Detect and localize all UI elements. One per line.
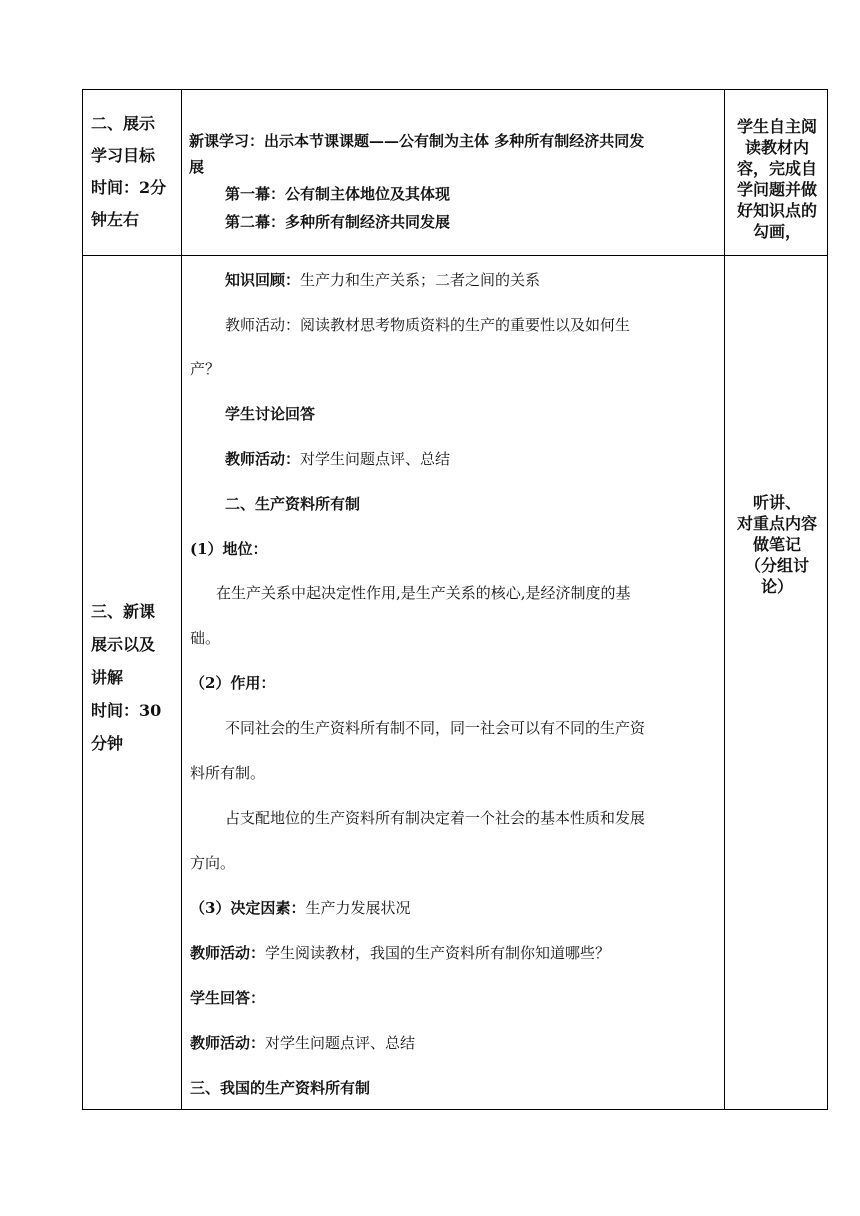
intro-line: 展	[189, 158, 205, 176]
column-divider-2	[724, 90, 725, 1109]
teacher-activity-2-label: 教师活动：	[225, 450, 301, 468]
role-paragraph-1-cont: 料所有制。	[190, 764, 266, 782]
intro-line: 新课学习：出示本节课课题——公有制为主体 多种所有制经济共同发	[189, 132, 645, 150]
row1-student-line: 好知识点的	[736, 201, 817, 220]
student-answer: 学生回答：	[190, 989, 266, 1007]
row1-student-cell	[725, 116, 829, 242]
row1-student-line: 学问题并做	[736, 180, 817, 199]
status-text: 在生产关系中起决定性作用,是生产关系的核心,是经济制度的基	[216, 584, 631, 602]
act-two: 第二幕：多种所有制经济共同发展	[225, 213, 451, 231]
row1-student-line: 学生自主阅	[736, 117, 817, 136]
teacher-activity-4-label: 教师活动：	[190, 1034, 266, 1052]
lesson-plan-table	[82, 89, 828, 1110]
teacher-activity-1-cont: 产？	[190, 360, 221, 378]
teacher-activity-2-text: 对学生问题点评、总结	[300, 450, 451, 468]
row2-student-line: 听讲、	[752, 493, 801, 512]
teacher-activity-3	[190, 942, 610, 963]
role-paragraph-2: 占支配地位的生产资料所有制决定着一个社会的基本性质和发展	[225, 809, 646, 827]
row2-stage-cell	[91, 595, 177, 760]
row1-stage-line: 二、展示	[91, 114, 156, 133]
review-label: 知识回顾：	[225, 271, 301, 289]
teacher-activity-1: 教师活动：阅读教材思考物质资料的生产的重要性以及如何生	[225, 316, 631, 334]
row2-stage-line: 三、新课	[91, 602, 156, 621]
row1-student-line: 容，完成自	[736, 159, 817, 178]
review-text: 生产力和生产关系；二者之间的关系	[300, 271, 541, 289]
row1-stage-line: 钟左右	[91, 210, 140, 229]
teacher-activity-3-text: 学生阅读教材，我国的生产资料所有制你知道哪些？	[265, 944, 611, 962]
row2-student-line: 对重点内容	[736, 514, 817, 533]
row2-stage-line: 时间：30	[91, 701, 162, 720]
row2-stage-line: 讲解	[91, 668, 124, 687]
status-text-cont: 础。	[190, 629, 221, 647]
status-label: (1）地位：	[190, 540, 268, 558]
row2-student-cell	[725, 492, 829, 597]
row1-content-cell	[189, 128, 719, 236]
row1-student-line: 读教材内	[744, 138, 809, 157]
role-paragraph-1: 不同社会的生产资料所有制不同，同一社会可以有不同的生产资	[225, 719, 646, 737]
teacher-activity-3-label: 教师活动：	[190, 944, 266, 962]
factor-label: （3）决定因素：	[190, 899, 306, 917]
review-line	[225, 269, 540, 290]
act-one: 第一幕：公有制主体地位及其体现	[225, 185, 451, 203]
teacher-activity-4-text: 对学生问题点评、总结	[265, 1034, 416, 1052]
row2-student-line: 论）	[760, 577, 793, 596]
row2-student-line: 做笔记	[752, 535, 801, 554]
row1-stage-line: 学习目标	[91, 146, 156, 165]
row2-student-line: （分组讨	[744, 556, 809, 575]
row1-stage-cell	[91, 108, 177, 236]
row2-stage-line: 分钟	[91, 734, 124, 753]
factor-text: 生产力发展状况	[305, 899, 411, 917]
row2-content-cell	[182, 256, 724, 1111]
teacher-activity-4	[190, 1032, 415, 1053]
student-discuss: 学生讨论回答	[225, 405, 316, 423]
row1-stage-line: 时间：2分	[91, 178, 167, 197]
section-three-heading: 三、我国的生产资料所有制	[190, 1079, 371, 1097]
section-two-heading: 二、生产资料所有制	[225, 495, 361, 513]
teacher-activity-2	[225, 448, 450, 469]
role-paragraph-2-cont: 方向。	[190, 854, 236, 872]
row1-student-line: 勾画，	[752, 222, 801, 241]
role-label: （2）作用：	[190, 674, 276, 692]
row2-stage-line: 展示以及	[91, 635, 156, 654]
factor-line	[190, 897, 410, 918]
